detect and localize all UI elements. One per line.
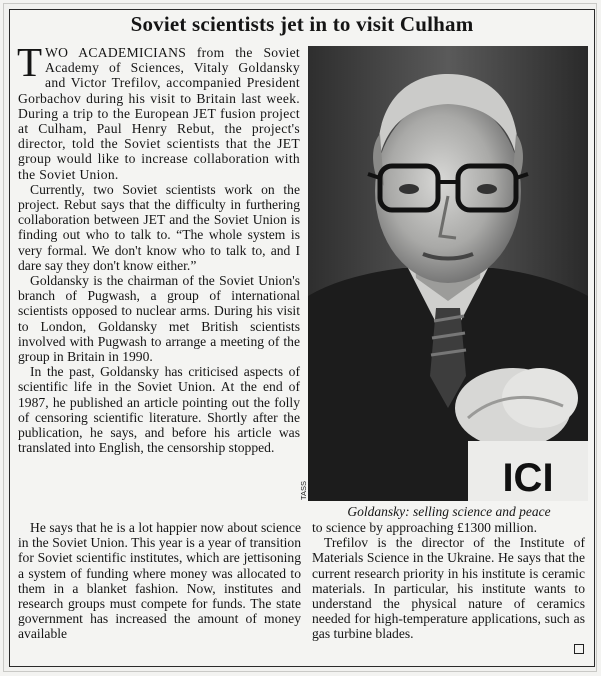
paragraph-funding-continued: to science by approaching £1300 million. <box>312 520 538 535</box>
paragraph-collaboration: Currently, two Soviet scientists work on the project. Rebut says that the difficulty in furthering collaboration between JET and the Soviet Union is finding out who to talk to. “The whole system is very formal. We don't know who to talk to, and I dare say they don't know either.” <box>18 181 300 273</box>
lead-paragraph: TWO ACADEMICIANS from the Soviet Academy of Sciences, Vitaly Goldansky and Victor Trefilov, accompanied President Gorbachov during his visit to Britain last week. During a trip to the European JET fusion project at Culham, Paul Henry Rebut, the project's director, told the Soviet scientists that the JET group would like to increase collaboration with the Soviet Union. <box>17 39 300 182</box>
photo-credit: TASS <box>299 480 308 500</box>
paragraph-trefilov: Trefilov is the director of the Institute of Materials Science in the Ukraine. He says that the current research priority in his institute is ceramic materials. In particular, his institute wants to understand the physical nature of ceramics needed for high-temperature applications, such as gas turbine blades. <box>312 535 585 642</box>
photo-caption: Goldansky: selling science and peace <box>347 504 551 519</box>
drop-cap: T <box>17 39 43 85</box>
paragraph-pugwash: Goldansky is the chairman of the Soviet Union's branch of Pugwash, a group of international scientists opposed to nuclear arms. During his visit to London, Goldansky met British scientists involved with Pugwash to arrange a meeting of the group in Britain in 1990. <box>18 273 300 365</box>
headline: Soviet scientists jet in to visit Culham <box>130 12 474 36</box>
portrait-image <box>308 46 588 501</box>
portrait-photo <box>308 46 588 501</box>
paragraph-censorship: In the past, Goldansky has criticised aspects of scientific life in the Soviet Union. At the end of 1987, he published an article pointing out the folly of censoring scientific literature. Shortly after the publication, he says, and before his article was translated into English, the censorship stopped. <box>18 364 300 456</box>
article-column-bottom-right <box>312 520 585 642</box>
article-column-bottom-left <box>18 520 301 642</box>
newspaper-clipping <box>9 9 595 667</box>
end-of-article-mark <box>574 644 584 654</box>
paragraph-funding: He says that he is a lot happier now about science in the Soviet Union. This year is a year of transition for Soviet scientific institutes, which are jettisoning a system of funding where money was allocated to them in a blanket fashion. Now, institutes and research groups must compete for funds. The state government has increased the amount of money available <box>18 520 301 642</box>
nameplate-text: ICI <box>502 456 554 500</box>
article-column-top <box>17 39 300 456</box>
